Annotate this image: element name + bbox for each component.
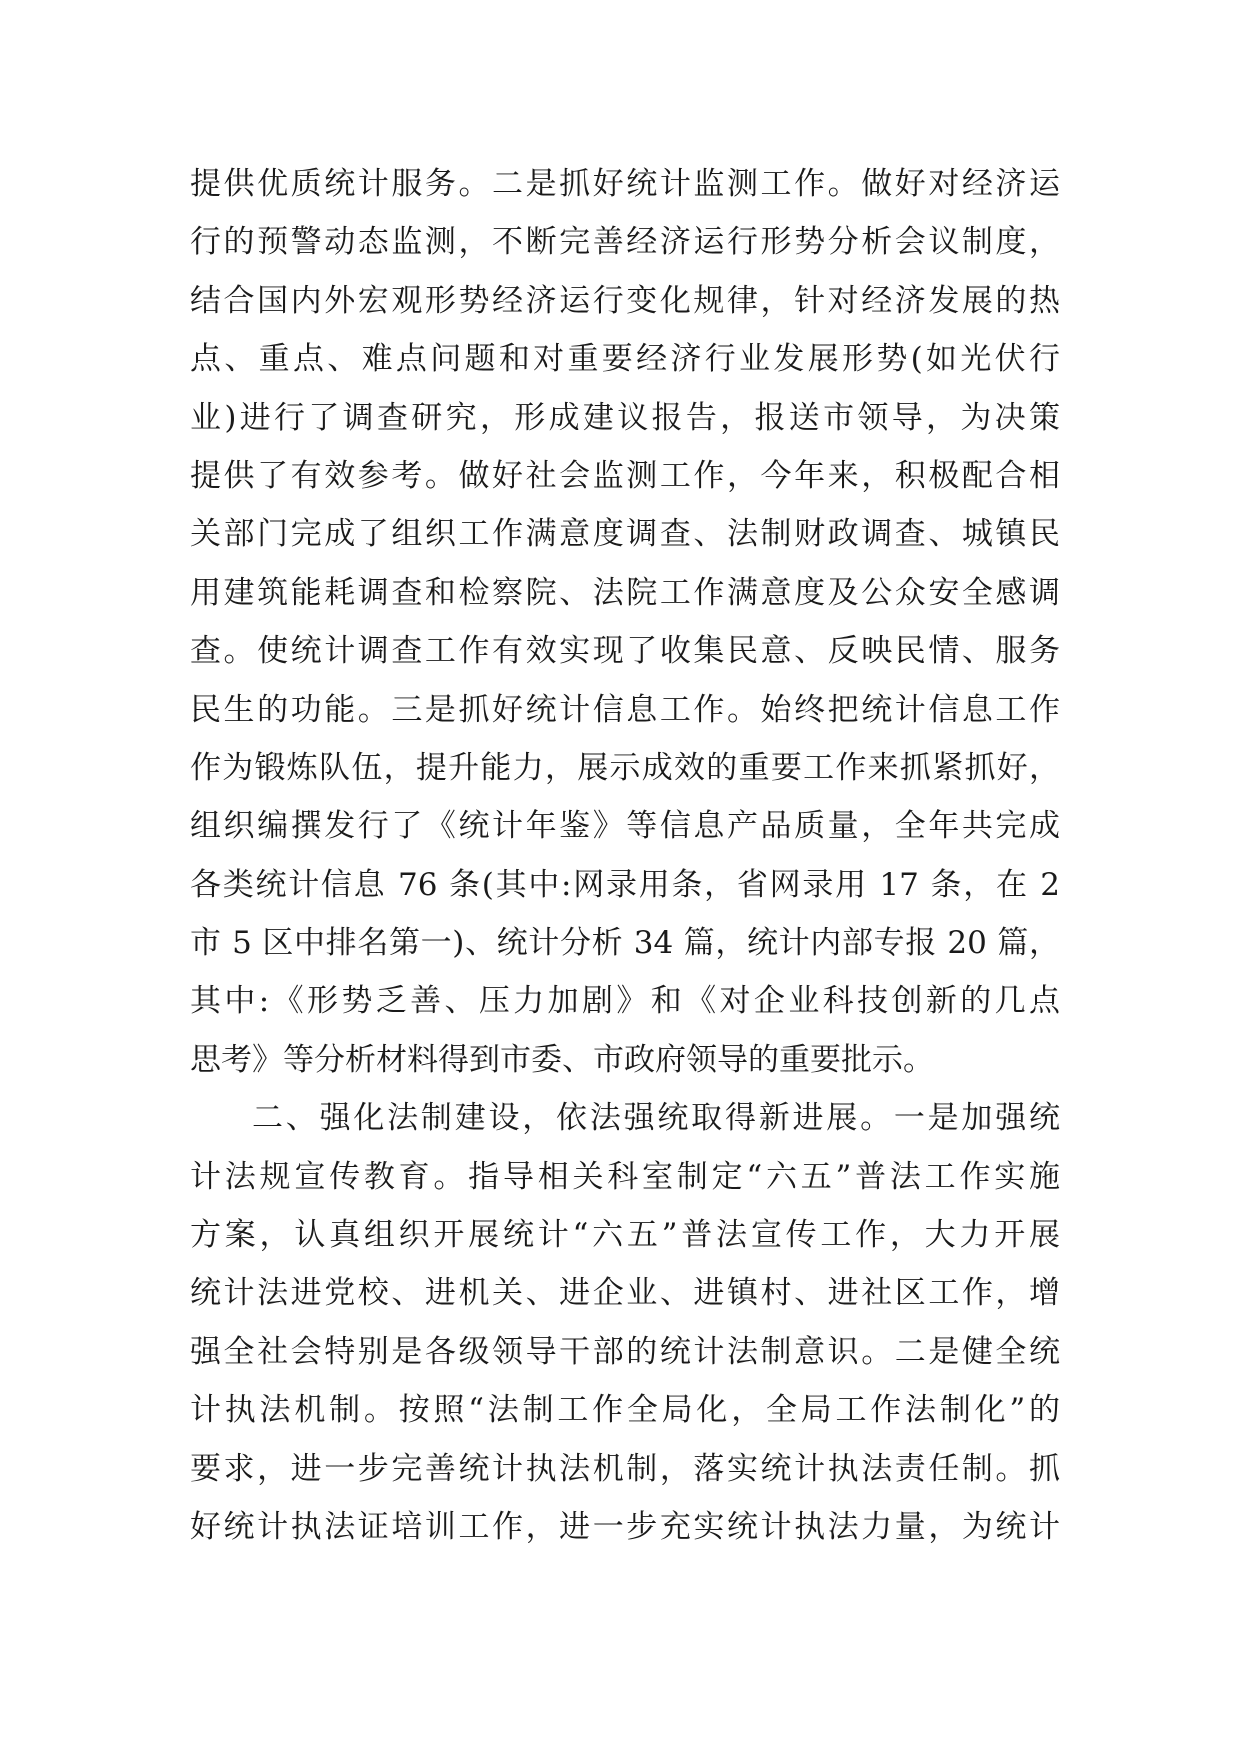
text-line: 关部门完成了组织工作满意度调查、法制财政调查、城镇民 — [190, 516, 1060, 553]
text-line: 民生的功能。三是抓好统计信息工作。始终把统计信息工作 — [190, 691, 1060, 728]
text-line: 组织编撰发行了《统计年鉴》等信息产品质量，全年共完成 — [190, 808, 1060, 845]
text-line: 提供了有效参考。做好社会监测工作，今年来，积极配合相 — [190, 457, 1060, 494]
text-line: 用建筑能耗调查和检察院、法院工作满意度及公众安全感调 — [190, 574, 1060, 611]
text-line: 各类统计信息 76 条(其中:网录用条，省网录用 17 条，在 2 — [190, 866, 1060, 903]
text-line: 要求，进一步完善统计执法机制，落实统计执法责任制。抓 — [190, 1450, 1060, 1487]
text-line: 方案，认真组织开展统计“六五”普法宣传工作，大力开展 — [190, 1217, 1060, 1254]
text-line: 作为锻炼队伍，提升能力，展示成效的重要工作来抓紧抓好， — [190, 749, 1060, 786]
text-line: 点、重点、难点问题和对重要经济行业发展形势(如光伏行 — [190, 341, 1060, 378]
text-line: 结合国内外宏观形势经济运行变化规律，针对经济发展的热 — [190, 282, 1060, 319]
text-line: 好统计执法证培训工作，进一步充实统计执法力量，为统计 — [190, 1508, 1060, 1545]
text-line: 市 5 区中排名第一)、统计分析 34 篇，统计内部专报 20 篇， — [190, 925, 1060, 962]
text-line: 提供优质统计服务。二是抓好统计监测工作。做好对经济运 — [190, 166, 1060, 202]
text-line: 其中:《形势乏善、压力加剧》和《对企业科技创新的几点 — [190, 983, 1060, 1020]
text-line: 业)进行了调查研究，形成建议报告，报送市领导，为决策 — [190, 399, 1060, 436]
text-line: 强全社会特别是各级领导干部的统计法制意识。二是健全统 — [190, 1333, 1060, 1370]
text-line: 思考》等分析材料得到市委、市政府领导的重要批示。 — [190, 1041, 934, 1078]
body-text — [190, 155, 1060, 1556]
text-line: 统计法进党校、进机关、进企业、进镇村、进社区工作，增 — [190, 1275, 1060, 1312]
text-line: 查。使统计调查工作有效实现了收集民意、反映民情、服务 — [190, 633, 1060, 670]
text-line: 二、强化法制建设，依法强统取得新进展。一是加强统 — [252, 1100, 1060, 1137]
text-line: 计执法机制。按照“法制工作全局化，全局工作法制化”的 — [190, 1392, 1060, 1429]
text-line: 行的预警动态监测，不断完善经济运行形势分析会议制度， — [190, 224, 1060, 261]
text-line: 计法规宣传教育。指导相关科室制定“六五”普法工作实施 — [190, 1158, 1060, 1195]
